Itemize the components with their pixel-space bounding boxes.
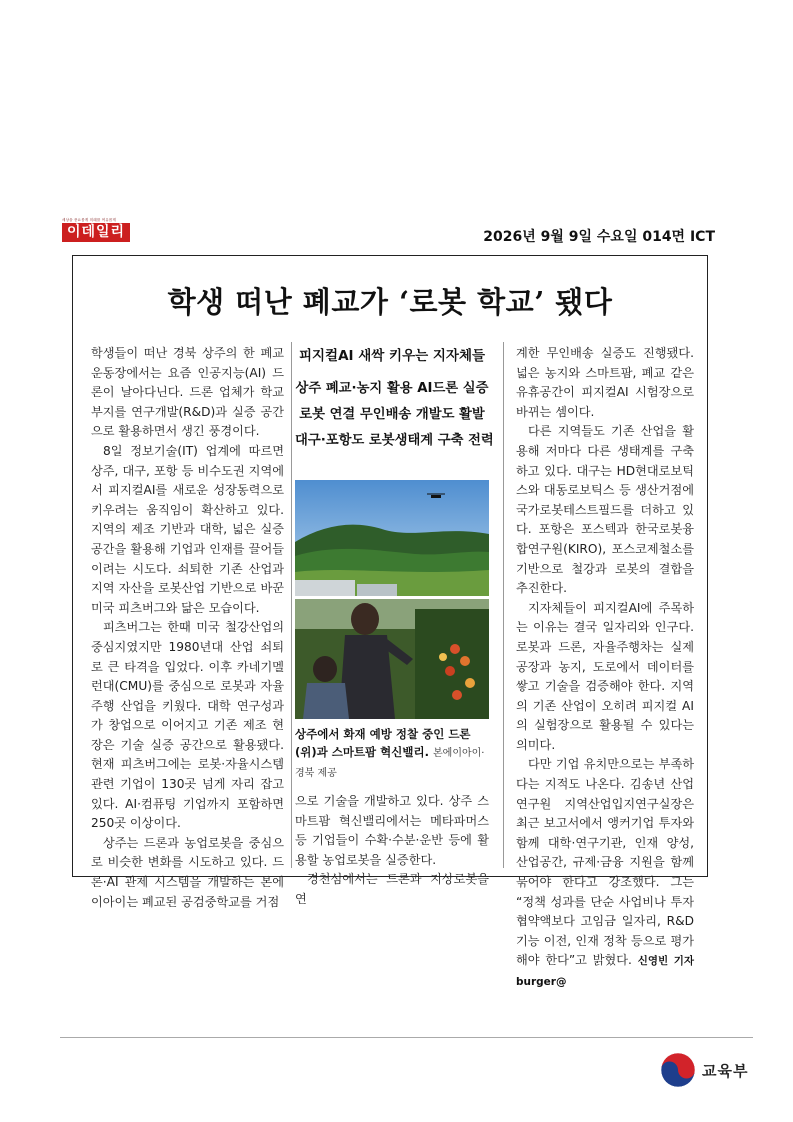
ministry-name: 교육부 bbox=[702, 1061, 749, 1080]
subhead-line: 로봇 연결 무인배송 개발도 활발 bbox=[299, 407, 485, 422]
paragraph: 지자체들이 피지컬AI에 주목하는 이유는 결국 일자리와 인구다. 로봇과 드론, 자율주행차는 실제 공장과 농지, 도로에서 데이터를 쌓고 기술을 검증해야 한다. 지역의 기존 산업이 오히려 피지컬 AI의 실험장으로 활용될 수 있다는 의미다. bbox=[516, 600, 694, 752]
byline: 신영빈 기자 burger@ bbox=[516, 955, 694, 988]
paragraph: 8일 정보기술(IT) 업계에 따르면 상주, 대구, 포항 등 비수도권 지역에서 피지컬AI를 새로운 성장동력으로 키우려는 움직임이 확산하고 있다. 지역의 제조 기반과 대학, 넓은 실증 공간을 활용해 기업과 인재를 끌어들이려는 시도다. 쇠퇴한 기존 산업과 지역 자산을 로봇산업 기반으로 바꾼 미국 피츠버그와 닮은 모습이다. bbox=[91, 443, 284, 615]
paragraph: 다른 지역들도 기존 산업을 활용해 저마다 다른 생태계를 구축하고 있다. 대구는 HD현대로보틱스와 대동로보틱스 등 생산거점에 국가로봇테스트필드를 더하고 있다. 포항은 포스텍과 한국로봇융합연구원(KIRO), 포스코제철소를 기반으로 철강과 로봇의 결합을 추진한다. bbox=[516, 424, 694, 596]
article-headline: 학생 떠난 폐교가 ‘로봇 학교’ 됐다 bbox=[167, 285, 613, 319]
paragraph bbox=[516, 755, 694, 992]
subhead-title: 피지컬AI 새싹 키우는 지자체들 bbox=[298, 348, 486, 364]
photo-caption bbox=[295, 725, 489, 783]
paragraph-text: 다만 기업 유치만으로는 부족하다는 지적도 나온다. 김송년 산업연구원 지역산업입지연구실장은 최근 보고서에서 앵커기업 투자와 함께 대학·연구기관, 인재 양성, 산업공간, 규제·금융 지원을 함께 묶어야 한다고 강조했다. 그는 “정책 성과를 단순 사업비나 투자협약액보다 고임금 일자리, R&D 기능 이전, 인재 정착 등으로 평가해야 한다”고 밝혔다. bbox=[516, 757, 694, 968]
caption-credit: 본에이아이·경북 제공 bbox=[295, 748, 485, 779]
paragraph: 피츠버그는 한때 미국 철강산업의 중심지였지만 1980년대 산업 쇠퇴로 큰 타격을 입었다. 이후 카네기멜런대(CMU)를 중심으로 로봇과 자율주행 산업을 키웠다. 대학 연구성과가 창업으로 이어지고 기존 제조 현장은 기술 실증 공간으로 활용됐다. 현재 피츠버그에는 로봇·자율시스템 관련 기업이 130곳 넘게 자리 잡고 있다. AI·컴퓨팅 기업까지 포함하면 250곳 이상이다. bbox=[91, 620, 284, 831]
logo-tagline: 세상을 풍요롭게 미래를 여유롭게 bbox=[62, 218, 117, 222]
subhead-line: 대구·포항도 로봇생태계 구축 전력 bbox=[295, 433, 494, 448]
footer-divider bbox=[60, 1037, 753, 1038]
paragraph: 상주는 드론과 농업로봇을 중심으로 비슷한 변화를 시도하고 있다. 드론·AI 관제 시스템을 개발하는 본에이아이는 폐교된 공검중학교를 거점 bbox=[91, 835, 284, 909]
paragraph: 으로 기술을 개발하고 있다. 상주 스마트팜 혁신밸리에서는 메타파머스 등 기업들이 수확·수분·운반 등에 활용할 농업로봇을 실증한다. bbox=[295, 794, 489, 867]
article-column-2 bbox=[295, 792, 489, 910]
caption-text: 상주에서 화재 예방 정찰 중인 드론(위)과 스마트팜 혁신밸리. bbox=[295, 727, 471, 759]
logo-wordmark: 이데일리 bbox=[62, 223, 130, 242]
article-frame bbox=[72, 255, 708, 988]
subhead-line: 상주 폐교·농지 활용 AI드론 실증 bbox=[295, 381, 489, 396]
paragraph: 계한 무인배송 실증도 진행됐다. 넓은 농지와 스마트팜, 폐교 같은 유휴공간이 피지컬AI 시험장으로 바뀌는 셈이다. bbox=[516, 346, 694, 419]
drone-photo bbox=[295, 480, 489, 596]
column-divider bbox=[291, 342, 292, 868]
taegeuk-emblem-icon bbox=[660, 1052, 696, 1088]
smartfarm-photo bbox=[295, 599, 489, 719]
dateline: 2026년 9월 9일 수요일 014면 ICT bbox=[483, 229, 715, 245]
article-column-1 bbox=[91, 344, 284, 912]
subhead-list bbox=[295, 376, 494, 454]
ministry-logo bbox=[660, 1050, 748, 1090]
newspaper-logo bbox=[62, 218, 132, 246]
paragraph: 경천섬에서는 드론과 지상로봇을 연 bbox=[295, 872, 489, 906]
column-divider bbox=[503, 342, 504, 868]
paragraph: 학생들이 떠난 경북 상주의 한 폐교 운동장에서는 요즘 인공지능(AI) 드론이 날아다닌다. 드론 업체가 학교 부지를 연구개발(R&D)과 실증 공간으로 활용하면서 생긴 풍경이다. bbox=[91, 346, 284, 439]
article-column-3 bbox=[516, 344, 694, 993]
